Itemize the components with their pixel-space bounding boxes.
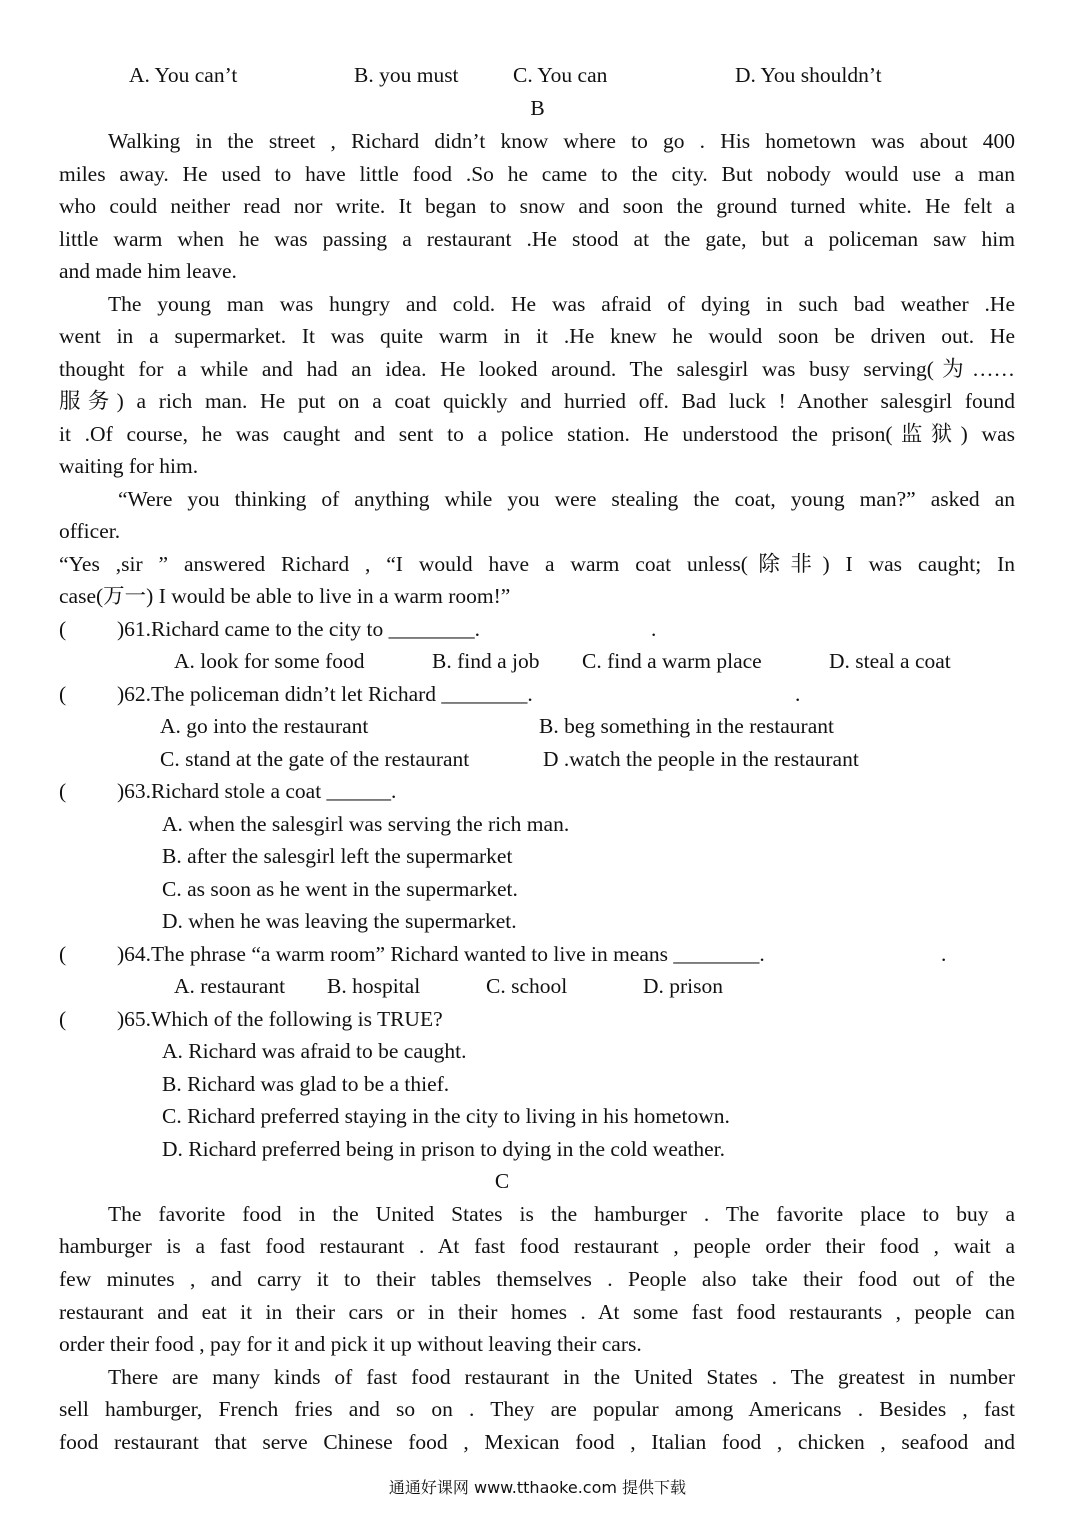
passage-b-line: waiting for him. bbox=[59, 454, 199, 478]
option-b: B. you must bbox=[354, 63, 459, 87]
passage-b-line: case(万一) I would be able to live in a warm room!” bbox=[59, 584, 511, 608]
question-62-option-c: C. stand at the gate of the restaurant bbox=[160, 747, 470, 771]
passage-b-line: went in a supermarket. It was quite warm in it .He knew he would soon be driven out. He bbox=[59, 324, 1015, 348]
question-64-option-b: B. hospital bbox=[327, 974, 421, 998]
passage-b-line: who could neither read nor write. It began to snow and soon the ground turned white. He felt a bbox=[59, 194, 1015, 218]
question-61-option-a: A. look for some food bbox=[174, 649, 365, 673]
section-heading-c: C bbox=[494, 1169, 510, 1193]
question-65-option-a: A. Richard was afraid to be caught. bbox=[162, 1039, 467, 1063]
question-65-stem: )65.Which of the following is TRUE? bbox=[117, 1007, 443, 1031]
question-63-stem: )63.Richard stole a coat ______. bbox=[117, 779, 397, 803]
answer-bracket: ( bbox=[59, 617, 67, 641]
option-a: A. You can’t bbox=[129, 63, 238, 87]
question-64-stem: )64.The phrase “a warm room” Richard wanted to live in means ________. bbox=[117, 942, 765, 966]
passage-c-line: The favorite food in the United States is the hamburger . The favorite place to buy a bbox=[108, 1202, 1015, 1226]
question-61-option-d: D. steal a coat bbox=[829, 649, 951, 673]
passage-b-line: 服务) a rich man. He put on a coat quickly and hurried off. Bad luck ! Another salesgirl found bbox=[59, 389, 1015, 413]
question-62-option-a: A. go into the restaurant bbox=[160, 714, 369, 738]
passage-b-line: and made him leave. bbox=[59, 259, 237, 283]
passage-c-line: order their food , pay for it and pick it up without leaving their cars. bbox=[59, 1332, 642, 1356]
passage-c-line: restaurant and eat it in their cars or in their homes . At some fast food restaurants , people can bbox=[59, 1300, 1015, 1324]
section-heading-b: B bbox=[530, 96, 545, 120]
question-61-option-c: C. find a warm place bbox=[582, 649, 762, 673]
passage-b-line: officer. bbox=[59, 519, 121, 543]
passage-b-line: Walking in the street , Richard didn’t know where to go . His hometown was about 400 bbox=[108, 129, 1015, 153]
passage-b-line: it .Of course, he was caught and sent to a police station. He understood the prison(监狱) was bbox=[59, 422, 1015, 446]
question-65-option-b: B. Richard was glad to be a thief. bbox=[162, 1072, 450, 1096]
passage-b-line: “Yes ,sir ” answered Richard , “I would have a warm coat unless(除非) I was caught; In bbox=[59, 552, 1015, 576]
question-61-dot: . bbox=[651, 617, 657, 641]
passage-c-line: few minutes , and carry it to their tables themselves . People also take their food out of the bbox=[59, 1267, 1015, 1291]
question-62-option-b: B. beg something in the restaurant bbox=[539, 714, 834, 738]
passage-b-line: little warm when he was passing a restaurant .He stood at the gate, but a policeman saw him bbox=[59, 227, 1015, 251]
question-62-stem: )62.The policeman didn’t let Richard ________. bbox=[117, 682, 533, 706]
passage-b-line: “Were you thinking of anything while you were stealing the coat, young man?” asked an bbox=[118, 487, 1015, 511]
option-d: D. You shouldn’t bbox=[735, 63, 882, 87]
answer-bracket: ( bbox=[59, 779, 67, 803]
answer-bracket: ( bbox=[59, 1007, 67, 1031]
passage-c-line: hamburger is a fast food restaurant . At fast food restaurant , people order their food , wait a bbox=[59, 1234, 1015, 1258]
question-62-option-d: D .watch the people in the restaurant bbox=[543, 747, 859, 771]
page-footer: 通通好课网 www.tthaoke.com 提供下载 bbox=[388, 1478, 687, 1497]
passage-c-line: There are many kinds of fast food restaurant in the United States . The greatest in number bbox=[108, 1365, 1015, 1389]
question-63-option-a: A. when the salesgirl was serving the rich man. bbox=[162, 812, 570, 836]
question-65-option-d: D. Richard preferred being in prison to dying in the cold weather. bbox=[162, 1137, 726, 1161]
answer-bracket: ( bbox=[59, 942, 67, 966]
passage-b-line: The young man was hungry and cold. He was afraid of dying in such bad weather .He bbox=[108, 292, 1015, 316]
passage-c-line: food restaurant that serve Chinese food , Mexican food , Italian food , chicken , seafood and bbox=[59, 1430, 1015, 1454]
question-64-option-c: C. school bbox=[486, 974, 568, 998]
passage-c-line: sell hamburger, French fries and so on . They are popular among Americans . Besides , fast bbox=[59, 1397, 1015, 1421]
question-61-stem: )61.Richard came to the city to ________. bbox=[117, 617, 481, 641]
option-c: C. You can bbox=[513, 63, 608, 87]
question-61-option-b: B. find a job bbox=[432, 649, 540, 673]
passage-b-line: miles away. He used to have little food .So he came to the city. But nobody would use a man bbox=[59, 162, 1015, 186]
question-65-option-c: C. Richard preferred staying in the city to living in his hometown. bbox=[162, 1104, 730, 1128]
question-63-option-b: B. after the salesgirl left the supermarket bbox=[162, 844, 513, 868]
answer-bracket: ( bbox=[59, 682, 67, 706]
question-64-dot: . bbox=[941, 942, 947, 966]
question-62-dot: . bbox=[795, 682, 801, 706]
question-63-option-c: C. as soon as he went in the supermarket. bbox=[162, 877, 518, 901]
question-64-option-d: D. prison bbox=[643, 974, 724, 998]
question-64-option-a: A. restaurant bbox=[174, 974, 286, 998]
passage-b-line: thought for a while and had an idea. He looked around. The salesgirl was busy serving(为…… bbox=[59, 357, 1015, 381]
question-63-option-d: D. when he was leaving the supermarket. bbox=[162, 909, 517, 933]
